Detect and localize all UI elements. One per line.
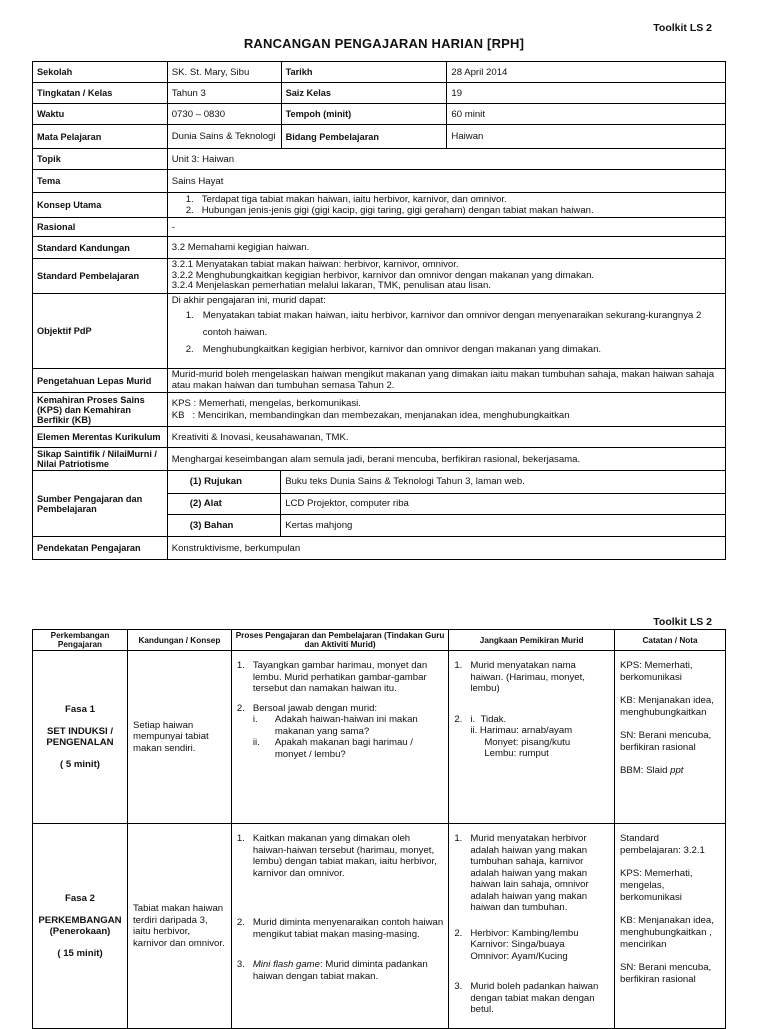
page-title: RANCANGAN PENGAJARAN HARIAN [RPH] <box>243 36 525 51</box>
fasa1-catatan <box>615 651 726 824</box>
plm-label: Pengetahuan Lepas Murid <box>33 369 168 393</box>
proses-subitem: Apakah makanan bagi harimau / monyet / lembu? <box>274 737 413 760</box>
catatan-item: SN: Berani mencuba, berfikiran rasional <box>620 962 712 985</box>
tempoh-value: 60 minit <box>447 104 726 125</box>
sumber-value: Buku teks Dunia Sains & Teknologi Tahun 3, laman web. <box>281 471 725 493</box>
sikap-value: Menghargai keseimbangan alam semula jadi, berani mencuba, berfikiran rasional, bekerjasama. <box>167 448 725 471</box>
catatan-item: SN: Berani mencuba, berfikiran rasional <box>620 730 712 753</box>
fasa1-name: SET INDUKSI / PENGENALAN <box>46 725 114 748</box>
sp-item: 3.2.2 Menghubungkaitkan kegigian herbivor, karnivor dan omnivor dengan makanan yang dimakan. <box>171 269 595 281</box>
proses-item: Bersoal jawab dengan murid: <box>252 702 378 714</box>
waktu-value: 0730 – 0830 <box>167 104 281 125</box>
fasa1-label: Fasa 1 <box>65 704 95 715</box>
header-proses: Proses Pengajaran dan Pembelajaran (Tindakan Guru dan Aktiviti Murid) <box>231 630 449 651</box>
header-kandungan: Kandungan / Konsep <box>127 630 231 651</box>
sk-label: Standard Kandungan <box>33 237 168 259</box>
topik-value: Unit 3: Haiwan <box>167 149 725 170</box>
sumber-key: (3) Bahan <box>168 514 281 536</box>
konsep-label: Konsep Utama <box>33 193 168 218</box>
kps-label: Kemahiran Proses Sains (KPS) dan Kemahiran Berfikir (KB) <box>33 393 168 427</box>
rph-info-table <box>32 61 726 560</box>
tingkatan-value: Tahun 3 <box>167 83 281 104</box>
lesson-phase-table <box>32 629 726 1029</box>
pendekatan-value: Konstruktivisme, berkumpulan <box>167 537 725 560</box>
emk-label: Elemen Merentas Kurikulum <box>33 427 168 448</box>
proses-item: Mini flash game: Murid diminta padankan haiwan dengan tabiat makan. <box>252 959 428 982</box>
sumber-key: (1) Rujukan <box>168 471 281 493</box>
fasa2-jangkaan: 1. Murid menyatakan herbivor adalah haiwan yang makan tumbuhan sahaja, karnivor adalah haiwan yang makan haiwan lain sahaja, omnivor adalah haiwan yang makan haiwan dan tumbuhan. 2. Herbivor: Kambing/lembu Karnivor: Singa/buaya Omnivor: Ayam/Kucing 3. Murid boleh padankan haiwan dengan tabiat makan dengan betul. <box>449 824 615 1029</box>
jangkaan-item: Herbivor: Kambing/lembu <box>470 927 579 939</box>
catatan-item: KB: Menjanakan idea, menghubungkaitkan <box>620 695 714 718</box>
sp-list <box>167 259 725 294</box>
sp-label: Standard Pembelajaran <box>33 259 168 294</box>
sp-item: 3.2.4 Menjelaskan pemerhatian melalui lakaran, TMK, penulisan atau lisan. <box>171 280 491 292</box>
catatan-item: KB: Menjanakan idea, menghubungkaitkan , mencirikan <box>620 915 714 950</box>
sp-item: 3.2.1 Menyatakan tabiat makan haiwan: herbivor, karnivor, omnivor. <box>171 259 459 271</box>
waktu-label: Waktu <box>33 104 168 125</box>
rasional-value: - <box>167 218 725 237</box>
objektif-block: Di akhir pengajaran ini, murid dapat: 1. Menyatakan tabiat makan haiwan, iaitu herbivor, karnivor dan omnivor dengan menyenaraikan sekurang-kurangnya 2 contoh haiwan. 2. Menghubungkaitkan kegigian herbivor, karnivor dan omnivor dengan makanan yang dimakan. <box>167 294 725 369</box>
tempoh-label: Tempoh (minit) <box>281 104 447 125</box>
proses-subitem: Adakah haiwan-haiwan ini makan makanan yang sama? <box>274 714 418 737</box>
sikap-label: Sikap Saintifik / NilaiMurni / Nilai Patriotisme <box>33 448 168 471</box>
catatan-item: KPS: Memerhati, berkomunikasi <box>620 660 693 683</box>
sumber-cell <box>167 471 725 537</box>
topik-label: Topik <box>33 149 168 170</box>
konsep-list: 1. Terdapat tiga tabiat makan haiwan, iaitu herbivor, karnivor, dan omnivor. 2. Hubungan jenis-jenis gigi (gigi kacip, gigi taring, gigi geraham) dengan tabiat makan haiwan. <box>167 193 725 218</box>
fasa2-sub: (Penerokaan) <box>49 926 111 937</box>
header-jangkaan: Jangkaan Pemikiran Murid <box>449 630 615 651</box>
fasa2-catatan <box>615 824 726 1029</box>
konsep-item: Hubungan jenis-jenis gigi (gigi kacip, gigi taring, gigi geraham) dengan tabiat makan haiwan. <box>201 205 594 216</box>
kps-value: KPS : Memerhati, mengelas, berkomunikasi. <box>171 397 361 409</box>
kps-block <box>167 393 725 427</box>
catatan-item: Standard pembelajaran: 3.2.1 <box>620 833 705 856</box>
pendekatan-label: Pendekatan Pengajaran <box>33 537 168 560</box>
jangkaan-item: Murid menyatakan nama haiwan. (Harimau, monyet, lembu) <box>470 660 585 694</box>
objektif-item: Menghubungkaitkan kegigian herbivor, karnivor dan omnivor dengan makanan yang dimakan. <box>202 344 602 355</box>
sumber-label: Sumber Pengajaran dan Pembelajaran <box>33 471 168 537</box>
tema-value: Sains Hayat <box>167 170 725 193</box>
saiz-value: 19 <box>447 83 726 104</box>
bidang-label: Bidang Pembelajaran <box>281 125 447 149</box>
objektif-item: Menyatakan tabiat makan haiwan, iaitu herbivor, karnivor dan omnivor dengan menyenaraikan sekurang-kurangnya 2 contoh haiwan. <box>202 310 702 338</box>
objektif-intro: Di akhir pengajaran ini, murid dapat: <box>171 295 326 306</box>
catatan-item: KPS: Memerhati, mengelas, berkomunikasi <box>620 868 693 903</box>
fasa1-cell <box>33 651 128 824</box>
header-catatan: Catatan / Nota <box>615 630 726 651</box>
jangkaan-item: Omnivor: Ayam/Kucing <box>470 950 568 962</box>
bidang-value: Haiwan <box>447 125 726 149</box>
jangkaan-item: Murid menyatakan herbivor adalah haiwan yang makan tumbuhan sahaja, karnivor adalah haiwan yang makan haiwan lain sahaja, omnivor adalah haiwan yang makan haiwan dan tumbuhan. <box>470 833 589 913</box>
objektif-label: Objektif PdP <box>33 294 168 369</box>
tingkatan-label: Tingkatan / Kelas <box>33 83 168 104</box>
sk-value: 3.2 Memahami kegigian haiwan. <box>167 237 725 259</box>
fasa1-kandungan: Setiap haiwan mempunyai tabiat makan sendiri. <box>127 651 231 824</box>
fasa1-proses: 1. Tayangkan gambar harimau, monyet dan lembu. Murid perhatikan gambar-gambar tersebut dan namakan haiwan itu. 2. Bersoal jawab dengan murid: i. Adakah haiwan-haiwan ini makan makanan yang sama? ii. Apakah makanan bagi harimau / monyet / lembu? <box>231 651 449 824</box>
proses-item: Tayangkan gambar harimau, monyet dan lembu. Murid perhatikan gambar-gambar tersebut dan namakan haiwan itu. <box>252 660 428 694</box>
mapel-value: Dunia Sains & Teknologi <box>167 125 281 149</box>
sumber-value: LCD Projektor, computer riba <box>281 493 725 514</box>
tema-label: Tema <box>33 170 168 193</box>
jangkaan-item: Lembu: rumput <box>484 748 549 759</box>
jangkaan-item: Murid boleh padankan haiwan dengan tabiat makan dengan betul. <box>470 981 599 1015</box>
fasa1-time: ( 5 minit) <box>60 758 100 770</box>
tarikh-value: 28 April 2014 <box>447 62 726 83</box>
saiz-label: Saiz Kelas <box>281 83 447 104</box>
toolkit-label-2: Toolkit LS 2 <box>653 616 712 628</box>
jangkaan-item: Harimau: arnab/ayam <box>479 725 573 736</box>
sekolah-label: Sekolah <box>33 62 168 83</box>
mapel-label: Mata Pelajaran <box>33 125 168 149</box>
fasa2-time: ( 15 minit) <box>57 947 103 959</box>
sekolah-value: SK. St. Mary, Sibu <box>167 62 281 83</box>
toolkit-label: Toolkit LS 2 <box>653 22 712 34</box>
tarikh-label: Tarikh <box>281 62 447 83</box>
header-perkembangan: Perkembangan Pengajaran <box>33 630 128 651</box>
kb-value: KB : Mencirikan, membandingkan dan membezakan, menjanakan idea, menghubungkaitkan <box>171 409 570 421</box>
fasa2-name: PERKEMBANGAN <box>38 914 122 926</box>
fasa2-kandungan: Tabiat makan haiwan terdiri daripada 3, iaitu herbivor, karnivor dan omnivor. <box>127 824 231 1029</box>
fasa2-cell <box>33 824 128 1029</box>
jangkaan-item: Tidak. <box>480 713 507 725</box>
catatan-bbm: BBM: Slaid ppt <box>620 765 684 776</box>
jangkaan-item: Monyet: pisang/kutu <box>484 736 571 748</box>
fasa2-label: Fasa 2 <box>65 893 95 904</box>
fasa2-proses: 1. Kaitkan makanan yang dimakan oleh haiwan-haiwan tersebut (harimau, monyet, lembu) dengan tabiat makan, iaitu herbivor, karnivor dan omnivor. 2. Murid diminta menyenaraikan contoh haiwan mengikut tabiat makan masing-masing. 3. Mini flash game: Murid diminta padankan haiwan dengan tabiat makan. <box>231 824 449 1029</box>
rasional-label: Rasional <box>33 218 168 237</box>
proses-item: Murid diminta menyenaraikan contoh haiwan mengikut tabiat makan masing-masing. <box>252 917 444 940</box>
sumber-key: (2) Alat <box>168 493 281 514</box>
plm-value: Murid-murid boleh mengelaskan haiwan mengikut makanan yang dimakan iaitu makan tumbuhan sahaja, makan haiwan sahaja atau makan haiwan dan tumbuhan semasa Tahun 2. <box>167 369 725 393</box>
proses-item: Kaitkan makanan yang dimakan oleh haiwan-haiwan tersebut (harimau, monyet, lembu) dengan tabiat makan, iaitu herbivor, karnivor dan omnivor. <box>252 833 437 879</box>
emk-value: Kreativiti & Inovasi, keusahawanan, TMK. <box>167 427 725 448</box>
sumber-value: Kertas mahjong <box>281 514 725 536</box>
fasa1-jangkaan: 1. Murid menyatakan nama haiwan. (Harimau, monyet, lembu) 2. i. Tidak. ii. Harimau: arnab/ayam Monyet: pisang/kutu Lembu: rumput <box>449 651 615 824</box>
konsep-item: Terdapat tiga tabiat makan haiwan, iaitu herbivor, karnivor, dan omnivor. <box>201 194 507 205</box>
jangkaan-item: Karnivor: Singa/buaya <box>470 939 565 950</box>
